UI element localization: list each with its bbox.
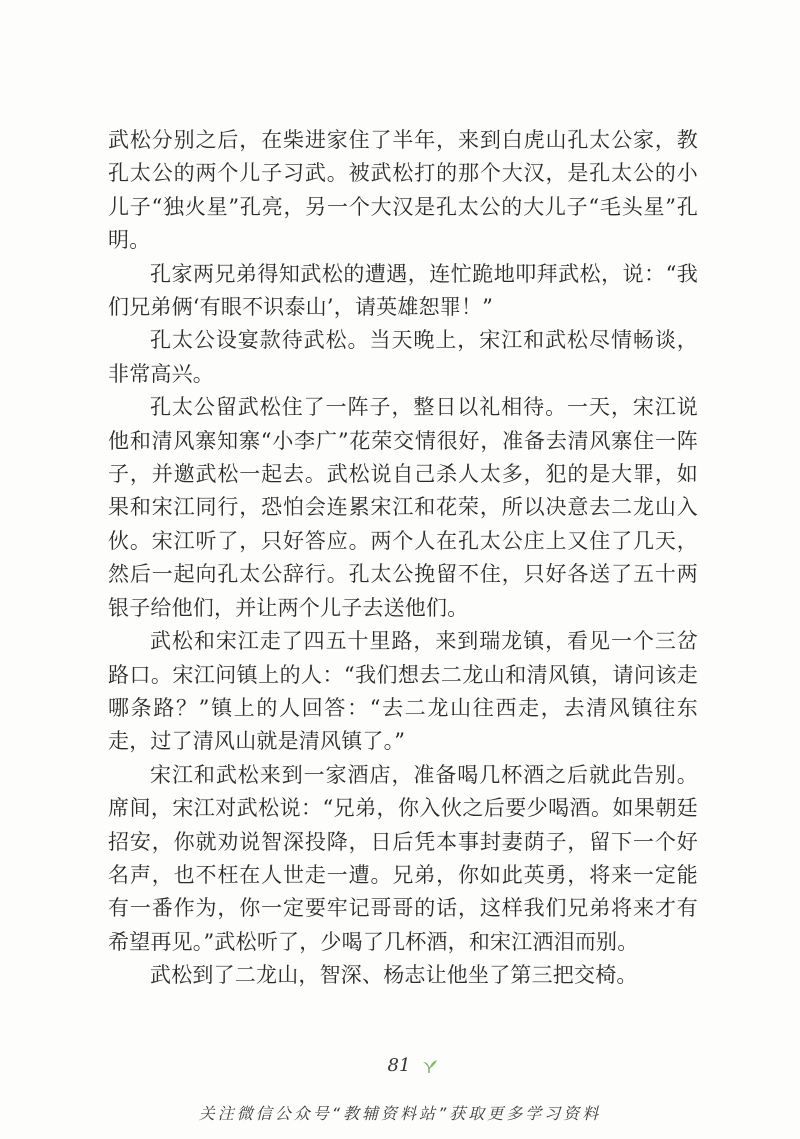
page-footer: [0, 1050, 800, 1080]
sprout-icon: [418, 1056, 440, 1074]
body-text: [108, 124, 698, 993]
watermark-footer: 关注微信公众号“教辅资料站”获取更多学习资料: [198, 1104, 602, 1123]
paragraph-2: 孔家两兄弟得知武松的遭遇，连忙跪地叩拜武松，说：“我们兄弟俩‘有眼不识泰山’，请英雄恕罪！”: [108, 261, 698, 320]
paragraph-1: 武松分别之后，在柴进家住了半年，来到白虎山孔太公家，教孔太公的两个儿子习武。被武松打的那个大汉，是孔太公的小儿子“独火星”孔亮，另一个大汉是孔太公的大儿子“毛头星”孔明。: [108, 128, 698, 253]
paragraph-5: 武松和宋江走了四五十里路，来到瑞龙镇，看见一个三岔路口。宋江问镇上的人：“我们想去二龙山和清风镇，请问该走哪条路？”镇上的人回答：“去二龙山往西走，去清风镇往东走，过了清风山就是清风镇了。”: [108, 629, 698, 754]
page-number: 81: [387, 1054, 411, 1076]
paragraph-4: 孔太公留武松住了一阵子，整日以礼相待。一天，宋江说他和清风寨知寨“小李广”花荣交情很好，准备去清风寨住一阵子，并邀武松一起去。武松说自己杀人太多，犯的是大罪，如果和宋江同行，恐怕会连累宋江和花荣，所以决意去二龙山入伙。宋江听了，只好答应。两个人在孔太公庄上又住了几天，然后一起向孔太公辞行。孔太公挽留不住，只好各送了五十两银子给他们，并让两个儿子去送他们。: [108, 395, 698, 620]
paragraph-3: 孔太公设宴款待武松。当天晚上，宋江和武松尽情畅谈，非常高兴。: [108, 328, 698, 386]
paragraph-6: 宋江和武松来到一家酒店，准备喝几杯酒之后就此告别。席间，宋江对武松说：“兄弟，你入伙之后要少喝酒。如果朝廷招安，你就劝说智深投降，日后凭本事封妻荫子，留下一个好名声，也不枉在人世走一遭。兄弟，你如此英勇，将来一定能有一番作为，你一定要牢记哥哥的话，这样我们兄弟将来才有希望再见。”武松听了，少喝了几杯酒，和宋江洒泪而别。: [108, 762, 698, 954]
paragraph-7: 武松到了二龙山，智深、杨志让他坐了第三把交椅。: [150, 963, 638, 988]
